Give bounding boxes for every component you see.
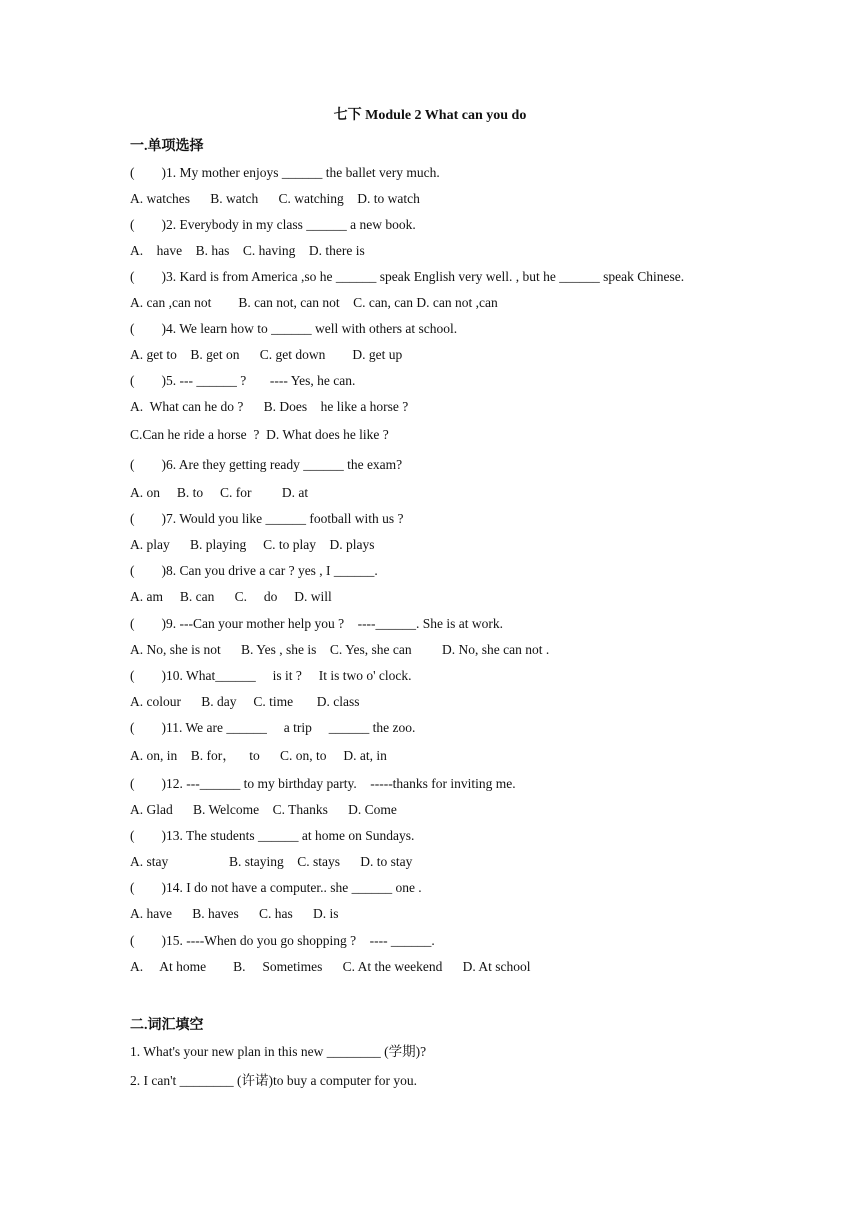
question-line: ( )10. What______ is it ? It is two o' clock. bbox=[130, 668, 412, 683]
question-line: ( )9. ---Can your mother help you ? ----______. She is at work. bbox=[130, 616, 504, 631]
options-line: A. What can he do ? B. Does he like a horse ? bbox=[130, 399, 409, 414]
question-line: ( )3. Kard is from America ,so he ______ speak English very well. , but he ______ speak Chinese. bbox=[130, 269, 685, 284]
question-line: ( )8. Can you drive a car ? yes , I ______. bbox=[130, 563, 378, 578]
question-line: ( )6. Are they getting ready ______ the exam? bbox=[130, 457, 403, 472]
options-line: A. At home B. Sometimes C. At the weekend D. At school bbox=[130, 959, 531, 974]
question-line: ( )2. Everybody in my class ______ a new book. bbox=[130, 217, 416, 232]
question-line: ( )13. The students ______ at home on Sundays. bbox=[130, 828, 415, 843]
page-title: 七下 Module 2 What can you do bbox=[333, 108, 527, 123]
options-line: A. play B. playing C. to play D. plays bbox=[130, 537, 375, 552]
options-line: A. on, in B. for， to C. on, to D. at, in bbox=[130, 748, 387, 763]
question-line: ( )12. ---______ to my birthday party. -----thanks for inviting me. bbox=[130, 776, 516, 791]
question-line: ( )14. I do not have a computer.. she ______ one . bbox=[130, 880, 422, 895]
options-line: A. on B. to C. for D. at bbox=[130, 485, 309, 500]
options-line: A. am B. can C. do D. will bbox=[130, 589, 332, 604]
options-line: A. stay B. staying C. stays D. to stay bbox=[130, 854, 413, 869]
options-line: A. get to B. get on C. get down D. get up bbox=[130, 347, 403, 362]
question-line: ( )5. --- ______ ? ---- Yes, he can. bbox=[130, 373, 356, 388]
options-line: A. can ,can not B. can not, can not C. can, can D. can not ,can bbox=[130, 295, 498, 310]
question-line: ( )1. My mother enjoys ______ the ballet very much. bbox=[130, 165, 440, 180]
options-line: A. No, she is not B. Yes , she is C. Yes, she can D. No, she can not . bbox=[130, 642, 550, 657]
options-line: A. have B. haves C. has D. is bbox=[130, 906, 339, 921]
question-line: ( )4. We learn how to ______ well with others at school. bbox=[130, 321, 458, 336]
options-line: A. have B. has C. having D. there is bbox=[130, 243, 365, 258]
question-line: ( )15. ----When do you go shopping ? ---- ______. bbox=[130, 933, 435, 948]
question-line: ( )11. We are ______ a trip ______ the zoo. bbox=[130, 720, 416, 735]
options-line: A. watches B. watch C. watching D. to watch bbox=[130, 191, 420, 206]
vocab-line: 1. What's your new plan in this new ________ (学期)? bbox=[130, 1044, 427, 1059]
question-line: ( )7. Would you like ______ football with us ? bbox=[130, 511, 404, 526]
options-line: C.Can he ride a horse ? D. What does he like ? bbox=[130, 427, 389, 442]
options-line: A. colour B. day C. time D. class bbox=[130, 694, 360, 709]
section-heading-vocab: 二.词汇填空 bbox=[130, 1018, 204, 1033]
section-heading-choice: 一.单项选择 bbox=[130, 139, 204, 154]
vocab-line: 2. I can't ________ (许诺)to buy a computer for you. bbox=[130, 1073, 417, 1088]
options-line: A. Glad B. Welcome C. Thanks D. Come bbox=[130, 802, 397, 817]
